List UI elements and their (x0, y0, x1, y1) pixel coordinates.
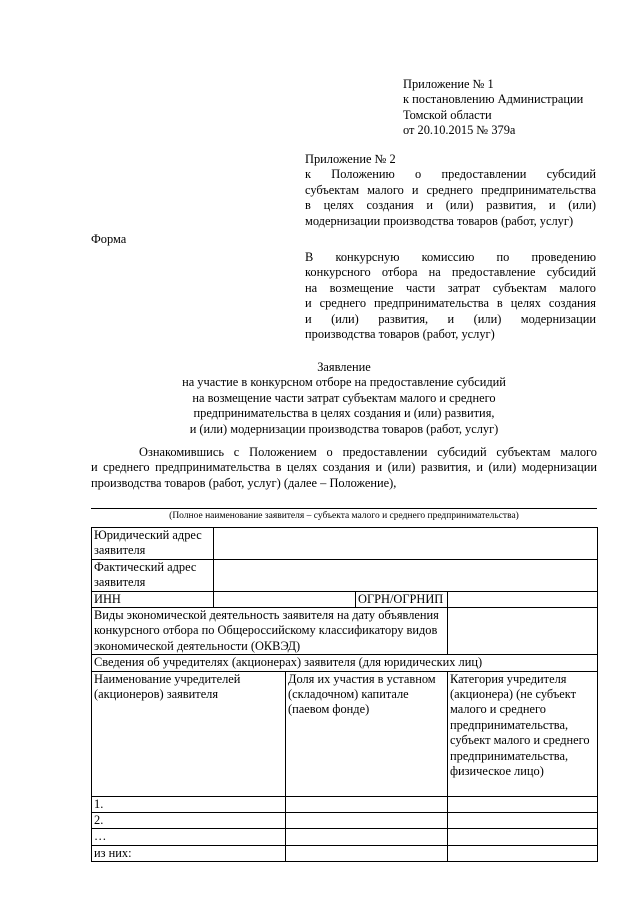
addressee-block (305, 250, 596, 342)
statement-line: и (или) модернизации производства товаров (работ, услуг) (189, 421, 499, 436)
addressee-line: конкурсного отбора на предоставление субсидий (305, 265, 596, 280)
founder-share-cell[interactable] (286, 796, 448, 812)
activity-value[interactable] (448, 608, 598, 655)
appendix-2-title: Приложение № 2 (305, 152, 396, 166)
table-row (92, 591, 598, 607)
founder-category-cell[interactable] (448, 845, 598, 861)
legal-address-value[interactable] (214, 528, 598, 560)
table-row (92, 671, 598, 796)
inn-label: ИНН (92, 591, 214, 607)
applicant-info-table (91, 527, 598, 862)
appendix-2-line: в целях создания и (или) развития, и (или) (305, 198, 596, 213)
appendix-1-line: Приложение № 1 (403, 77, 494, 91)
addressee-line: и (или) развития, и (или) модернизации (305, 311, 596, 326)
addressee-line: и среднего предпринимательства в целях создания (305, 296, 596, 311)
ogrn-value[interactable] (448, 591, 598, 607)
founder-row-label[interactable]: из них: (92, 845, 286, 861)
founder-category-cell[interactable] (448, 813, 598, 829)
founders-header: Сведения об учредителях (акционерах) заявителя (для юридических лиц) (92, 655, 598, 671)
founder-category-cell[interactable] (448, 796, 598, 812)
table-row (92, 813, 598, 829)
founder-share-cell[interactable] (286, 829, 448, 845)
intro-line: Ознакомившись с Положением о предоставлении субсидий субъектам малого (139, 445, 597, 459)
table-row (92, 796, 598, 812)
appendix-1-line: от 20.10.2015 № 379а (403, 123, 516, 138)
intro-line: и среднего предпринимательства в целях создания и (или) развития, и (или) модернизации (91, 460, 597, 475)
table-row (92, 608, 598, 655)
col-share: Доля их участия в уставном (складочном) капитале (паевом фонде) (286, 671, 448, 796)
form-label: Форма (91, 232, 127, 246)
table-row (92, 655, 598, 671)
statement-title: Заявление (317, 360, 371, 374)
appendix-2-header (305, 152, 596, 229)
statement-line: предпринимательства в целях создания и (или) развития, (193, 406, 495, 421)
statement-line: на участие в конкурсном отборе на предоставление субсидий (182, 375, 506, 390)
appendix-2-line: к Положению о предоставлении субсидий (305, 167, 596, 182)
appendix-1-line: к постановлению Администрации (403, 92, 584, 107)
founder-category-cell[interactable] (448, 829, 598, 845)
founder-share-cell[interactable] (286, 845, 448, 861)
addressee-line: производства товаров (работ, услуг) (305, 327, 495, 342)
applicant-name-line[interactable] (91, 508, 597, 509)
founder-row-label[interactable]: 1. (92, 796, 286, 812)
intro-line: производства товаров (работ, услуг) (далее – Положение), (91, 475, 397, 490)
appendix-2-line: субъектам малого и среднего предпринимательства (305, 182, 596, 197)
founder-row-label[interactable]: … (92, 829, 286, 845)
founder-row-label[interactable]: 2. (92, 813, 286, 829)
intro-paragraph (91, 445, 597, 491)
legal-address-label: Юридический адрес заявителя (92, 528, 214, 560)
statement-line: на возмещение части затрат субъектам малого и среднего (192, 390, 496, 405)
table-row (92, 528, 598, 560)
appendix-1-line: Томской области (403, 107, 492, 122)
col-category: Категория учредителя (акционера) (не субъект малого и среднего предпринимательства, субъект малого и среднего предпринимательства, физическое лицо) (448, 671, 598, 796)
activity-label: Виды экономической деятельность заявителя на дату объявления конкурсного отбора по Общероссийскому классификатору видов экономической деятельности (ОКВЭД) (92, 608, 448, 655)
addressee-line: на возмещение части затрат субъектам малого (305, 280, 596, 295)
col-founder-name: Наименование учредителей (акционеров) заявителя (92, 671, 286, 796)
table-row (92, 559, 598, 591)
applicant-caption: (Полное наименование заявителя – субъекта малого и среднего предпринимательства) (169, 511, 519, 521)
inn-value[interactable] (214, 591, 356, 607)
table-row (92, 845, 598, 861)
founder-share-cell[interactable] (286, 813, 448, 829)
actual-address-value[interactable] (214, 559, 598, 591)
actual-address-label: Фактический адрес заявителя (92, 559, 214, 591)
ogrn-label: ОГРН/ОГРНИП (356, 591, 448, 607)
appendix-2-line: модернизации производства товаров (работ, услуг) (305, 213, 574, 228)
appendix-1-header (403, 77, 603, 139)
table-row (92, 829, 598, 845)
addressee-line: В конкурсную комиссию по проведению (305, 250, 596, 264)
statement-heading (91, 360, 597, 437)
